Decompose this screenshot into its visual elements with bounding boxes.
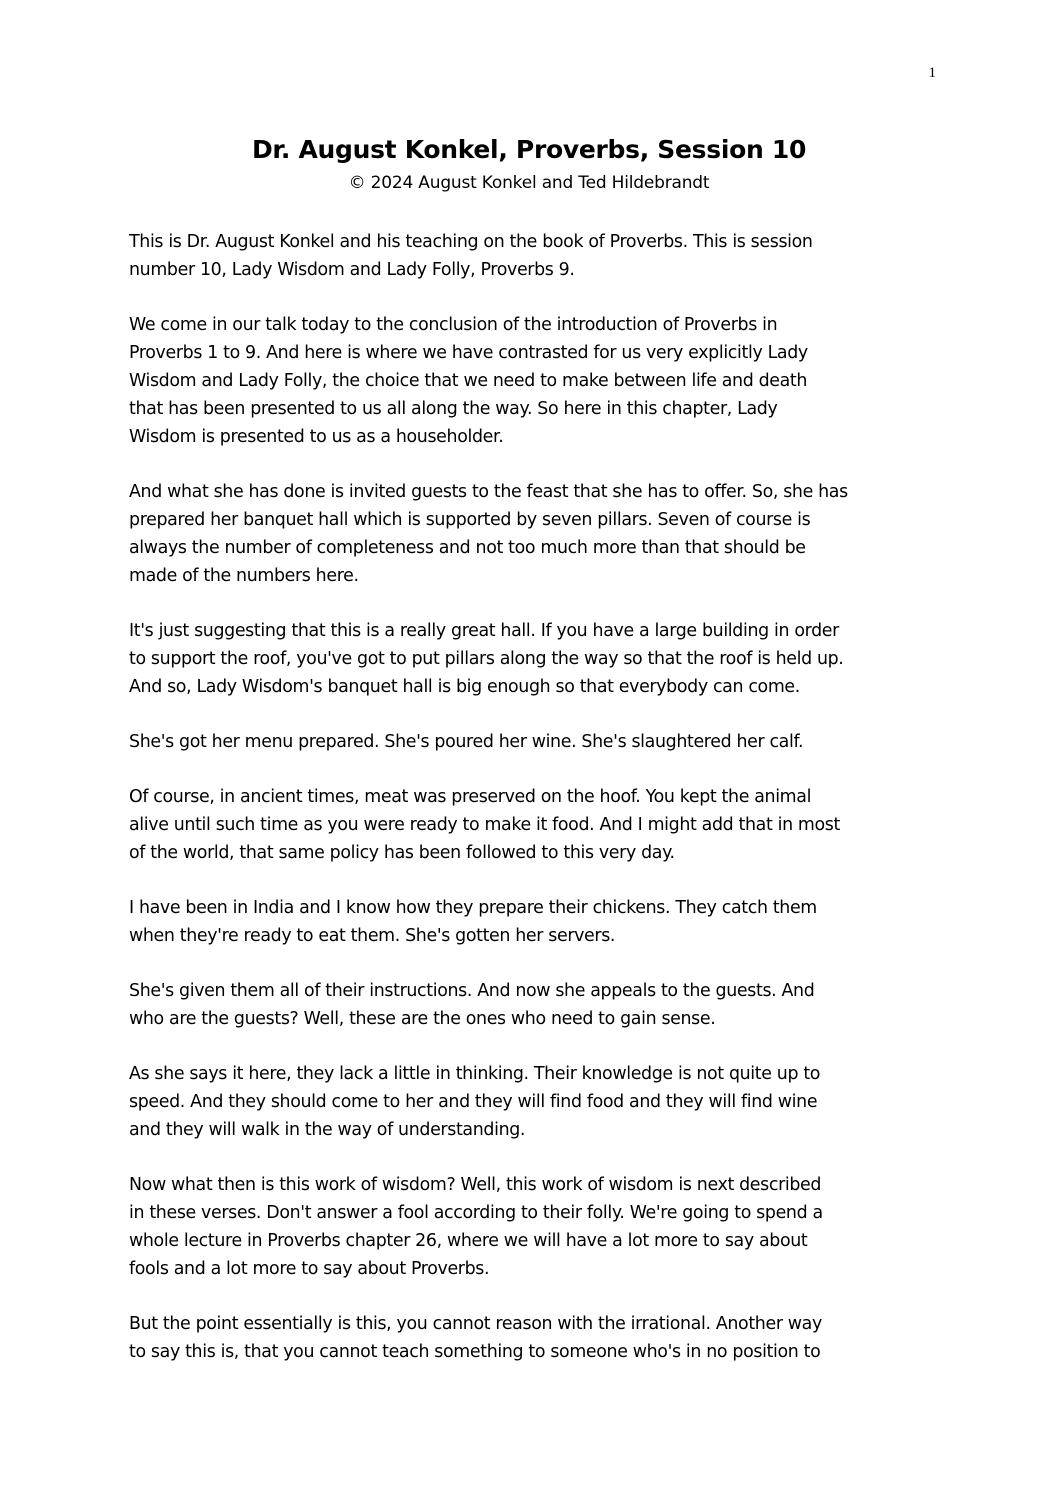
- paragraph: I have been in India and I know how they prepare their chickens. They catch them when they're ready to eat them. She's gotten her servers.: [129, 898, 817, 946]
- document-title: Dr. August Konkel, Proverbs, Session 10: [251, 135, 807, 164]
- paragraph: This is Dr. August Konkel and his teaching on the book of Proverbs. This is session number 10, Lady Wisdom and Lady Folly, Proverbs 9.: [129, 232, 813, 280]
- paragraph: As she says it here, they lack a little in thinking. Their knowledge is not quite up to speed. And they should come to her and they will find food and they will find wine and they will walk in the way of understanding.: [129, 1064, 821, 1140]
- document-body: [129, 228, 919, 1393]
- paragraph: She's got her menu prepared. She's poured her wine. She's slaughtered her calf.: [129, 732, 804, 752]
- copyright-line: © 2024 August Konkel and Ted Hildebrandt: [348, 173, 710, 193]
- paragraph: It's just suggesting that this is a really great hall. If you have a large building in order to support the roof, you've got to put pillars along the way so that the roof is held up. And so, Lady Wisdom's banquet hall is big enough so that everybody can come.: [129, 621, 844, 697]
- page-number: 1: [928, 65, 936, 81]
- paragraph: But the point essentially is this, you cannot reason with the irrational. Another way to say this is, that you cannot teach something to someone who's in no position to: [129, 1314, 822, 1362]
- paragraph: Now what then is this work of wisdom? Well, this work of wisdom is next described in these verses. Don't answer a fool according to their folly. We're going to spend a whole lecture in Proverbs chapter 26, where we will have a lot more to say about fools and a lot more to say about Proverbs.: [129, 1175, 823, 1279]
- paragraph: And what she has done is invited guests to the feast that she has to offer. So, she has prepared her banquet hall which is supported by seven pillars. Seven of course is always the number of completeness and not too much more than that should be made of the numbers here.: [129, 482, 848, 586]
- paragraph: We come in our talk today to the conclusion of the introduction of Proverbs in Proverbs 1 to 9. And here is where we have contrasted for us very explicitly Lady Wisdom and Lady Folly, the choice that we need to make between life and death that has been presented to us all along the way. So here in this chapter, Lady Wisdom is presented to us as a householder.: [129, 315, 808, 447]
- paragraph: She's given them all of their instructions. And now she appeals to the guests. And who are the guests? Well, these are the ones who need to gain sense.: [129, 981, 815, 1029]
- paragraph: Of course, in ancient times, meat was preserved on the hoof. You kept the animal alive until such time as you were ready to make it food. And I might add that in most of the world, that same policy has been followed to this very day.: [129, 787, 840, 863]
